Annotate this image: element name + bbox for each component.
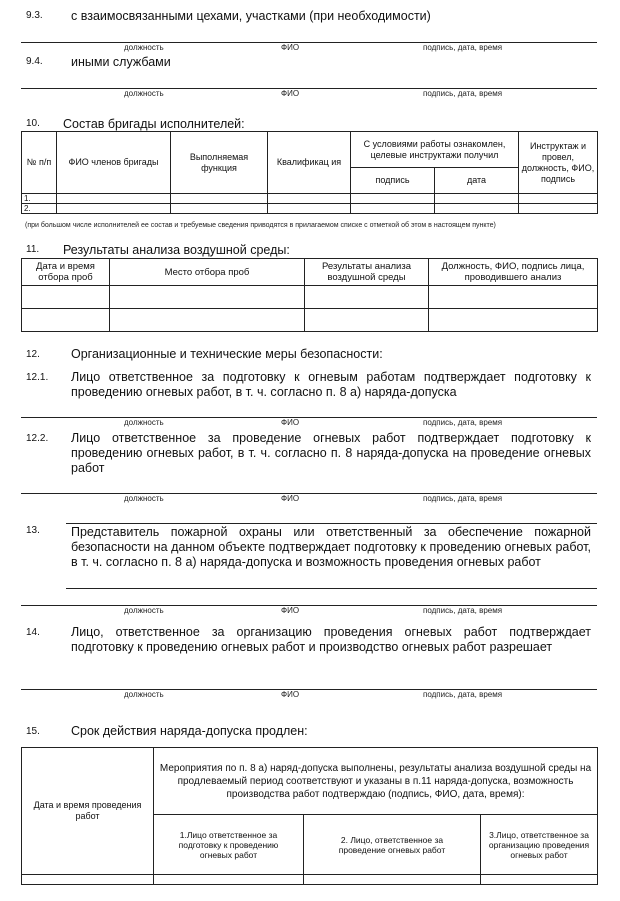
col-header-signature: подпись <box>351 168 435 194</box>
table-cell[interactable] <box>519 204 598 214</box>
caption-position: должность <box>124 43 164 52</box>
brigade-table <box>21 131 598 214</box>
table-cell[interactable] <box>154 875 304 885</box>
caption-signature: подпись, дата, время <box>423 418 503 427</box>
col-header-work-person: 2. Лицо, ответственное за проведение огневых работ <box>304 815 481 875</box>
col-header-function: Выполняемая функция <box>171 132 268 194</box>
caption-signature: подпись, дата, время <box>423 494 503 503</box>
caption-position: должность <box>124 606 164 615</box>
col-header-conditions: С условиями работы ознакомлен, целевые инструктажи получил <box>351 132 519 168</box>
extension-table <box>21 747 598 885</box>
table-cell[interactable] <box>57 194 171 204</box>
caption-fio: ФИО <box>281 690 300 699</box>
row-number: 1. <box>22 194 57 204</box>
section-number: 9.4. <box>26 56 43 67</box>
table-cell[interactable] <box>305 309 429 332</box>
caption-position: должность <box>124 494 164 503</box>
table-cell[interactable] <box>351 204 435 214</box>
section-text: Представитель пожарной охраны или ответственный за обеспечение пожарной безопасности на данном объекте подтверждает подготовку к проведению огневых работ, в т. ч. согласно п. 8 а) наряда-допуска и возможность проведения огневых работ <box>71 525 591 569</box>
table-cell[interactable] <box>110 309 305 332</box>
section-number: 10. <box>26 118 40 129</box>
col-header-sampling-place: Место отбора проб <box>110 259 305 286</box>
section-number: 12. <box>26 349 40 360</box>
section-text: с взаимосвязанными цехами, участками (при необходимости) <box>71 9 431 23</box>
section-text: Лицо ответственное за проведение огневых работ подтверждает подготовку к проведению огневых работ, в т. ч. согласно п. 8 наряда-допуска на проведение огневых работ <box>71 431 591 475</box>
caption-signature: подпись, дата, время <box>423 43 503 52</box>
table-note: (при большом числе исполнителей ее состав и требуемые сведения приводятся в прилагаемом списке с отметкой об этом в настоящем пункте) <box>25 222 496 229</box>
col-header-number: № п/п <box>22 132 57 194</box>
table-cell[interactable] <box>351 194 435 204</box>
table-cell[interactable] <box>268 204 351 214</box>
table-cell[interactable] <box>171 204 268 214</box>
section-text: иными службами <box>71 55 171 69</box>
table-cell[interactable] <box>429 286 598 309</box>
section-text: Лицо ответственное за подготовку к огневым работам подтверждает подготовку к проведению огневых работ, в т. ч. согласно п. 8 а) наряда-допуска <box>71 370 591 399</box>
table-cell[interactable] <box>171 194 268 204</box>
section-number: 12.1. <box>26 372 49 383</box>
table-cell[interactable] <box>268 194 351 204</box>
table-cell[interactable] <box>304 875 481 885</box>
caption-signature: подпись, дата, время <box>423 89 503 98</box>
caption-fio: ФИО <box>281 89 300 98</box>
caption-position: должность <box>124 418 164 427</box>
table-cell[interactable] <box>22 309 110 332</box>
section-number: 11. <box>26 244 40 255</box>
col-header-qualification: Квалификац ия <box>268 132 351 194</box>
caption-fio: ФИО <box>281 494 300 503</box>
col-header-date: дата <box>435 168 519 194</box>
signature-line <box>21 689 597 690</box>
col-header-instruction: Инструктаж и провел, должность, ФИО, подпись <box>519 132 598 194</box>
section-title: Результаты анализа воздушной среды: <box>63 243 290 257</box>
table-cell[interactable] <box>110 286 305 309</box>
table-cell[interactable] <box>435 204 519 214</box>
caption-position: должность <box>124 89 164 98</box>
col-header-work-date: Дата и время проведения работ <box>22 748 154 875</box>
row-number: 2. <box>22 204 57 214</box>
signature-line <box>21 42 597 43</box>
section-title: Состав бригады исполнителей: <box>63 117 245 131</box>
section-number: 9.3. <box>26 10 43 21</box>
table-cell[interactable] <box>519 194 598 204</box>
table-cell[interactable] <box>22 875 154 885</box>
section-number: 15. <box>26 726 40 737</box>
caption-signature: подпись, дата, время <box>423 690 503 699</box>
col-header-sampling-time: Дата и время отбора проб <box>22 259 110 286</box>
table-cell[interactable] <box>435 194 519 204</box>
col-header-results: Результаты анализа воздушной среды <box>305 259 429 286</box>
section-title: Срок действия наряда-допуска продлен: <box>71 724 308 738</box>
table-cell[interactable] <box>22 286 110 309</box>
col-header-prep-person: 1.Лицо ответственное за подготовку к проведению огневых работ <box>154 815 304 875</box>
col-header-measures: Мероприятия по п. 8 а) наряд-допуска выполнены, результаты анализа воздушной среды на продлеваемый период соответствуют и указаны в п.11 наряда-допуска, возможность производства работ подтверждаю (подпись, ФИО, дата, время): <box>154 748 598 815</box>
section-number: 14. <box>26 627 40 638</box>
section-number: 13. <box>26 525 40 536</box>
signature-line <box>21 88 597 89</box>
signature-line <box>21 493 597 494</box>
signature-line <box>21 417 597 418</box>
caption-signature: подпись, дата, время <box>423 606 503 615</box>
table-cell[interactable] <box>57 204 171 214</box>
caption-position: должность <box>124 690 164 699</box>
section-number: 12.2. <box>26 433 49 444</box>
signature-line <box>21 605 597 606</box>
section-bottom-line <box>66 588 597 589</box>
col-header-fio: ФИО членов бригады <box>57 132 171 194</box>
caption-fio: ФИО <box>281 606 300 615</box>
table-cell[interactable] <box>305 286 429 309</box>
table-cell[interactable] <box>481 875 598 885</box>
table-cell[interactable] <box>429 309 598 332</box>
section-top-line <box>66 523 597 524</box>
col-header-analyst: Должность, ФИО, подпись лица, проводившего анализ <box>429 259 598 286</box>
caption-fio: ФИО <box>281 43 300 52</box>
caption-fio: ФИО <box>281 418 300 427</box>
section-text: Организационные и технические меры безопасности: <box>71 347 383 361</box>
section-text: Лицо, ответственное за организацию проведения огневых работ подтверждает подготовку к проведению огневых работ и производство огневых работ разрешает <box>71 625 591 654</box>
col-header-org-person: 3.Лицо, ответственное за организацию проведения огневых работ <box>481 815 598 875</box>
air-analysis-table <box>21 258 598 332</box>
